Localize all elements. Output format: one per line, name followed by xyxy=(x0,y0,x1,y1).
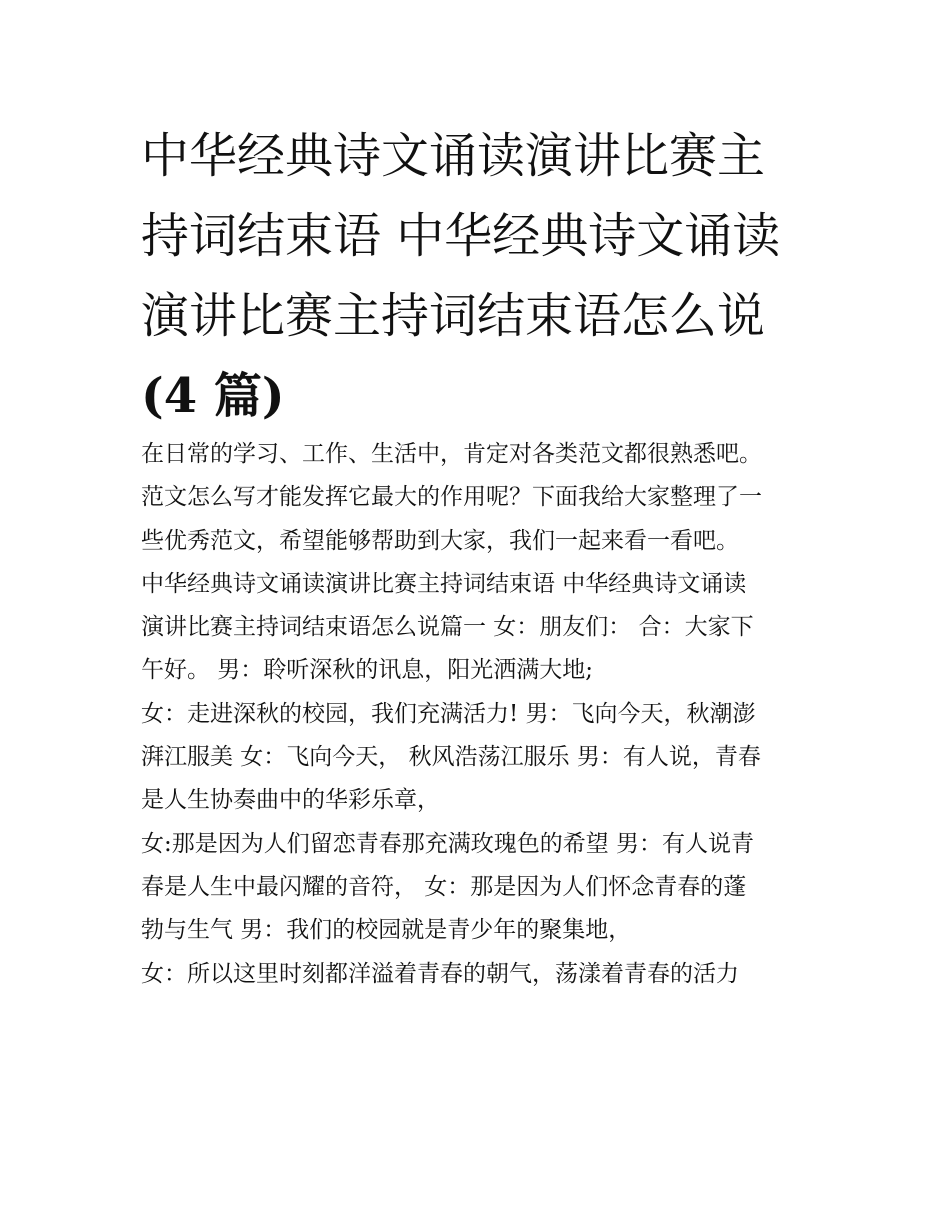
body-line: 些优秀范文，希望能够帮助到大家，我们一起来看一看吧。 xyxy=(141,527,739,554)
document-title xyxy=(141,116,821,436)
body-line: 中华经典诗文诵读演讲比赛主持词结束语 中华经典诗文诵读 xyxy=(141,570,747,597)
body-line: 在日常的学习、工作、生活中，肯定对各类范文都很熟悉吧。 xyxy=(141,441,762,467)
title-article-count: (4 篇) xyxy=(141,368,285,424)
body-line: 女:那是因为人们留恋青春那充满玫瑰色的希望 男：有人说青 xyxy=(141,830,755,857)
title-line: 中华经典诗文诵读演讲比赛主 xyxy=(141,128,766,184)
body-line: 范文怎么写才能发挥它最大的作用呢？下面我给大家整理了一 xyxy=(141,484,762,511)
body-line: 春是人生中最闪耀的音符， 女：那是因为人们怀念青春的蓬 xyxy=(141,873,747,900)
title-line: 持词结束语 中华经典诗文诵读 xyxy=(141,208,781,264)
body-line: 湃江服美 女：飞向今天， 秋风浩荡江服乐 男：有人说，青春 xyxy=(141,744,761,771)
body-line: 女：走进深秋的校园，我们充满活力! 男：飞向今天，秋潮澎 xyxy=(141,700,756,727)
body-line: 演讲比赛主持词结束语怎么说篇一 女：朋友们： 合：大家下 xyxy=(141,614,754,641)
body-line: 女：所以这里时刻都洋溢着青春的朝气，荡漾着青春的活力 xyxy=(141,960,739,987)
body-line: 勃与生气 男：我们的校园就是青少年的聚集地， xyxy=(141,917,632,944)
document-body xyxy=(141,433,831,996)
body-line: 午好。 男：聆听深秋的讯息，阳光洒满大地; xyxy=(141,657,594,684)
title-line: 演讲比赛主持词结束语怎么说 xyxy=(141,288,766,344)
body-line: 是人生协奏曲中的华彩乐章， xyxy=(141,787,440,814)
